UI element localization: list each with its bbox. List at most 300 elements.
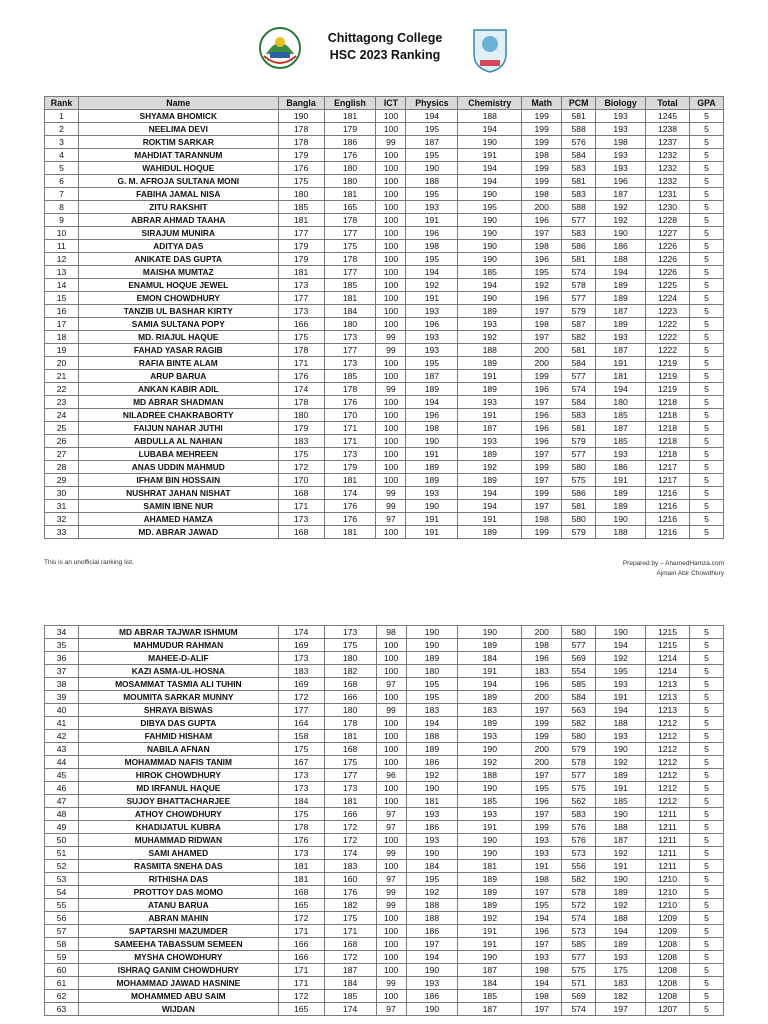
table-cell: 100 — [376, 266, 406, 279]
table-cell: 173 — [278, 305, 324, 318]
chittagong-college-logo-icon — [258, 26, 302, 70]
table-cell: 100 — [376, 756, 406, 769]
table-cell: 575 — [562, 474, 596, 487]
table-row — [45, 1003, 724, 1016]
table-cell: 10 — [45, 227, 79, 240]
table-cell: 1228 — [646, 214, 690, 227]
table-cell: 198 — [406, 240, 458, 253]
table-cell: 176 — [324, 500, 376, 513]
table-cell: 5 — [690, 652, 724, 665]
table-cell: 192 — [596, 847, 646, 860]
student-name-cell: MAHMUDUR RAHMAN — [78, 639, 278, 652]
table-cell: 188 — [406, 175, 458, 188]
table-cell: 198 — [406, 422, 458, 435]
table-cell: 164 — [278, 717, 324, 730]
table-cell: 34 — [45, 626, 79, 639]
table-cell: 99 — [376, 977, 406, 990]
table-cell: 5 — [690, 977, 724, 990]
table-cell: 172 — [324, 951, 376, 964]
table-cell: 100 — [376, 422, 406, 435]
page-header — [0, 22, 768, 80]
table-cell: 181 — [406, 795, 458, 808]
student-name-cell: KHADIJATUL KUBRA — [78, 821, 278, 834]
table-cell: 188 — [458, 344, 522, 357]
table-row — [45, 253, 724, 266]
table-cell: 193 — [406, 977, 458, 990]
table-cell: 1223 — [646, 305, 690, 318]
table-cell: 188 — [406, 899, 458, 912]
table-cell: 196 — [406, 227, 458, 240]
table-cell: 190 — [458, 227, 522, 240]
table-cell: 1237 — [646, 136, 690, 149]
table-cell: 572 — [562, 899, 596, 912]
table-cell: 177 — [278, 704, 324, 717]
table-cell: 192 — [596, 899, 646, 912]
table-cell: 5 — [689, 409, 723, 422]
student-name-cell: MOHAMMED ABU SAIM — [78, 990, 278, 1003]
table-cell: 196 — [522, 253, 562, 266]
table-cell: 573 — [562, 847, 596, 860]
table-cell: 573 — [562, 925, 596, 938]
table-cell: 193 — [458, 318, 522, 331]
table-cell: 184 — [458, 977, 522, 990]
table-cell: 569 — [562, 652, 596, 665]
table-cell: 191 — [458, 938, 522, 951]
table-cell: 181 — [596, 370, 646, 383]
table-cell: 6 — [45, 175, 79, 188]
table-cell: 28 — [45, 461, 79, 474]
table-cell: 5 — [689, 253, 723, 266]
table-row — [45, 886, 724, 899]
table-cell: 563 — [562, 704, 596, 717]
table-cell: 197 — [522, 886, 562, 899]
column-header: Rank — [45, 97, 79, 110]
table-row — [45, 951, 724, 964]
table-cell: 581 — [562, 110, 596, 123]
table-cell: 5 — [690, 678, 724, 691]
table-cell: 197 — [406, 938, 458, 951]
table-cell: 192 — [522, 279, 562, 292]
table-cell: 5 — [690, 912, 724, 925]
table-cell: 5 — [689, 214, 723, 227]
table-cell: 196 — [522, 678, 562, 691]
table-cell: 191 — [406, 214, 458, 227]
table-cell: 190 — [596, 873, 646, 886]
table-cell: 50 — [45, 834, 79, 847]
table-cell: 584 — [562, 357, 596, 370]
table-cell: 185 — [324, 370, 376, 383]
table-cell: 194 — [522, 912, 562, 925]
table-cell: 189 — [596, 938, 646, 951]
table-cell: 178 — [324, 214, 376, 227]
table-cell: 188 — [458, 110, 522, 123]
table-cell: 191 — [458, 149, 522, 162]
table-cell: 173 — [278, 769, 324, 782]
table-cell: 100 — [376, 782, 406, 795]
table-cell: 169 — [278, 678, 324, 691]
table-cell: 100 — [376, 795, 406, 808]
table-row — [45, 626, 724, 639]
table-cell: 194 — [596, 639, 646, 652]
table-cell: 177 — [324, 227, 376, 240]
table-cell: 196 — [406, 318, 458, 331]
table-cell: 194 — [458, 162, 522, 175]
table-cell: 5 — [690, 769, 724, 782]
student-name-cell: WAHIDUL HOQUE — [78, 162, 278, 175]
table-cell: 1208 — [646, 938, 690, 951]
table-cell: 576 — [562, 136, 596, 149]
table-cell: 1211 — [646, 847, 690, 860]
table-cell: 181 — [278, 873, 324, 886]
table-cell: 100 — [376, 370, 406, 383]
student-name-cell: IFHAM BIN HOSSAIN — [78, 474, 278, 487]
table-cell: 27 — [45, 448, 79, 461]
table-cell: 23 — [45, 396, 79, 409]
table-row — [45, 162, 724, 175]
table-row — [45, 500, 724, 513]
table-row — [45, 396, 724, 409]
table-cell: 194 — [596, 383, 646, 396]
table-cell: 1208 — [646, 951, 690, 964]
table-row — [45, 873, 724, 886]
table-cell: 586 — [562, 240, 596, 253]
table-cell: 198 — [522, 318, 562, 331]
table-cell: 22 — [45, 383, 79, 396]
table-cell: 189 — [458, 873, 522, 886]
table-cell: 5 — [690, 821, 724, 834]
table-cell: 176 — [278, 162, 324, 175]
student-name-cell: RASMITA SNEHA DAS — [78, 860, 278, 873]
table-cell: 189 — [596, 500, 646, 513]
table-cell: 171 — [278, 964, 324, 977]
table-cell: 168 — [324, 938, 376, 951]
table-cell: 176 — [324, 149, 376, 162]
table-cell: 182 — [324, 899, 376, 912]
table-cell: 192 — [596, 214, 646, 227]
table-cell: 190 — [406, 500, 458, 513]
table-row — [45, 422, 724, 435]
table-cell: 5 — [689, 500, 723, 513]
table-cell: 1224 — [646, 292, 690, 305]
table-row — [45, 899, 724, 912]
table-cell: 99 — [376, 383, 406, 396]
table-cell: 194 — [406, 717, 458, 730]
student-name-cell: AHAMED HAMZA — [78, 513, 278, 526]
table-cell: 5 — [689, 461, 723, 474]
student-name-cell: RAFIA BINTE ALAM — [78, 357, 278, 370]
table-cell: 198 — [522, 964, 562, 977]
table-cell: 188 — [406, 730, 458, 743]
student-name-cell: ANKAN KABIR ADIL — [78, 383, 278, 396]
table-cell: 189 — [596, 292, 646, 305]
table-cell: 193 — [596, 331, 646, 344]
table-cell: 191 — [406, 513, 458, 526]
table-cell: 100 — [376, 214, 406, 227]
student-name-cell: ABDULLA AL NAHIAN — [78, 435, 278, 448]
student-name-cell: NEELIMA DEVI — [78, 123, 278, 136]
table-cell: 173 — [278, 652, 324, 665]
student-name-cell: WIJDAN — [78, 1003, 278, 1016]
table-cell: 177 — [324, 344, 376, 357]
table-cell: 194 — [522, 977, 562, 990]
table-cell: 190 — [278, 110, 324, 123]
table-cell: 195 — [522, 899, 562, 912]
table-cell: 178 — [324, 253, 376, 266]
table-cell: 556 — [562, 860, 596, 873]
table-cell: 197 — [522, 331, 562, 344]
student-name-cell: MAISHA MUMTAZ — [78, 266, 278, 279]
student-name-cell: SIRAJUM MUNIRA — [78, 227, 278, 240]
table-cell: 172 — [278, 990, 324, 1003]
column-header: Biology — [596, 97, 646, 110]
table-cell: 187 — [596, 305, 646, 318]
table-cell: 189 — [458, 691, 522, 704]
table-cell: 1212 — [646, 769, 690, 782]
table-row — [45, 912, 724, 925]
table-cell: 200 — [522, 344, 562, 357]
table-cell: 1226 — [646, 253, 690, 266]
table-cell: 189 — [458, 448, 522, 461]
table-cell: 181 — [324, 110, 376, 123]
table-cell: 60 — [45, 964, 79, 977]
table-cell: 178 — [278, 136, 324, 149]
table-cell: 100 — [376, 227, 406, 240]
board-crest-icon — [470, 24, 510, 74]
table-cell: 189 — [596, 279, 646, 292]
table-cell: 1213 — [646, 704, 690, 717]
table-cell: 1208 — [646, 964, 690, 977]
table-cell: 195 — [406, 188, 458, 201]
student-name-cell: SAMI AHAMED — [78, 847, 278, 860]
table-cell: 171 — [278, 357, 324, 370]
student-name-cell: SAMIA SULTANA POPY — [78, 318, 278, 331]
table-cell: 100 — [376, 912, 406, 925]
table-cell: 199 — [522, 370, 562, 383]
table-cell: 175 — [278, 808, 324, 821]
table-cell: 1215 — [646, 626, 690, 639]
table-row — [45, 691, 724, 704]
table-cell: 5 — [690, 860, 724, 873]
table-cell: 25 — [45, 422, 79, 435]
table-cell: 191 — [596, 860, 646, 873]
table-cell: 5 — [690, 717, 724, 730]
table-cell: 190 — [458, 188, 522, 201]
table-cell: 190 — [458, 847, 522, 860]
table-cell: 194 — [596, 266, 646, 279]
table-cell: 199 — [522, 487, 562, 500]
student-name-cell: ISHRAQ GANIM CHOWDHURY — [78, 964, 278, 977]
table-cell: 1218 — [646, 396, 690, 409]
table-cell: 576 — [562, 834, 596, 847]
table-cell: 200 — [522, 626, 562, 639]
student-name-cell: PROTTOY DAS MOMO — [78, 886, 278, 899]
table-cell: 179 — [278, 240, 324, 253]
table-row — [45, 639, 724, 652]
student-name-cell: KAZI ASMA-UL-HOSNA — [78, 665, 278, 678]
table-cell: 176 — [278, 370, 324, 383]
student-name-cell: DIBYA DAS GUPTA — [78, 717, 278, 730]
table-cell: 196 — [522, 383, 562, 396]
table-cell: 175 — [324, 639, 376, 652]
table-cell: 193 — [596, 123, 646, 136]
table-cell: 5 — [689, 448, 723, 461]
table-cell: 5 — [690, 704, 724, 717]
table-cell: 193 — [596, 448, 646, 461]
table-row — [45, 175, 724, 188]
table-cell: 3 — [45, 136, 79, 149]
table-cell: 100 — [376, 925, 406, 938]
table-cell: 176 — [324, 886, 376, 899]
table-cell: 1210 — [646, 886, 690, 899]
table-cell: 583 — [562, 162, 596, 175]
table-cell: 62 — [45, 990, 79, 1003]
table-cell: 97 — [376, 821, 406, 834]
table-cell: 100 — [376, 652, 406, 665]
table-cell: 5 — [689, 279, 723, 292]
table-cell: 189 — [458, 383, 522, 396]
table-cell: 189 — [458, 357, 522, 370]
table-cell: 199 — [522, 526, 562, 539]
table-cell: 99 — [376, 487, 406, 500]
table-cell: 173 — [278, 279, 324, 292]
table-cell: 193 — [522, 847, 562, 860]
table-cell: 175 — [324, 756, 376, 769]
table-cell: 181 — [324, 188, 376, 201]
table-cell: 185 — [324, 279, 376, 292]
table-cell: 181 — [324, 730, 376, 743]
table-cell: 195 — [406, 691, 458, 704]
table-cell: 100 — [376, 938, 406, 951]
table-cell: 197 — [596, 1003, 646, 1016]
table-cell: 1216 — [646, 526, 690, 539]
table-cell: 98 — [376, 626, 406, 639]
table-cell: 581 — [562, 175, 596, 188]
table-cell: 173 — [324, 782, 376, 795]
table-cell: 165 — [278, 1003, 324, 1016]
table-row — [45, 292, 724, 305]
table-cell: 194 — [458, 279, 522, 292]
table-cell: 188 — [596, 526, 646, 539]
table-cell: 195 — [406, 123, 458, 136]
table-cell: 165 — [278, 899, 324, 912]
table-cell: 1212 — [646, 730, 690, 743]
table-cell: 580 — [562, 626, 596, 639]
student-name-cell: MOUMITA SARKAR MUNNY — [78, 691, 278, 704]
table-cell: 100 — [376, 292, 406, 305]
student-name-cell: ADITYA DAS — [78, 240, 278, 253]
student-name-cell: MAHDIAT TARANNUM — [78, 149, 278, 162]
table-cell: 55 — [45, 899, 79, 912]
table-cell: 183 — [324, 860, 376, 873]
table-cell: 1217 — [646, 461, 690, 474]
table-cell: 195 — [522, 266, 562, 279]
table-cell: 197 — [522, 500, 562, 513]
table-cell: 185 — [596, 795, 646, 808]
table-row — [45, 474, 724, 487]
column-header: PCM — [562, 97, 596, 110]
table-cell: 186 — [406, 756, 458, 769]
table-cell: 196 — [522, 435, 562, 448]
table-cell: 5 — [690, 834, 724, 847]
table-cell: 184 — [324, 977, 376, 990]
table-cell: 7 — [45, 188, 79, 201]
table-cell: 174 — [324, 1003, 376, 1016]
table-cell: 100 — [376, 409, 406, 422]
table-cell: 192 — [458, 756, 522, 769]
table-cell: 26 — [45, 435, 79, 448]
table-cell: 192 — [458, 331, 522, 344]
table-cell: 100 — [376, 730, 406, 743]
table-row — [45, 834, 724, 847]
table-cell: 5 — [689, 188, 723, 201]
table-row — [45, 461, 724, 474]
table-cell: 189 — [458, 305, 522, 318]
table-cell: 196 — [522, 292, 562, 305]
table-cell: 177 — [278, 292, 324, 305]
table-cell: 198 — [522, 639, 562, 652]
table-cell: 158 — [278, 730, 324, 743]
table-cell: 199 — [522, 136, 562, 149]
table-cell: 193 — [458, 730, 522, 743]
table-row — [45, 383, 724, 396]
table-cell: 1215 — [646, 639, 690, 652]
table-cell: 200 — [522, 357, 562, 370]
table-cell: 577 — [562, 448, 596, 461]
table-cell: 187 — [596, 834, 646, 847]
table-cell: 196 — [522, 422, 562, 435]
student-name-cell: MAHEE-D-ALIF — [78, 652, 278, 665]
table-cell: 182 — [596, 990, 646, 1003]
table-cell: 186 — [406, 925, 458, 938]
table-cell: 199 — [522, 175, 562, 188]
ranking-subtitle: HSC 2023 Ranking — [329, 48, 441, 62]
table-row — [45, 938, 724, 951]
table-cell: 5 — [689, 201, 723, 214]
table-cell: 190 — [458, 951, 522, 964]
table-cell: 181 — [278, 214, 324, 227]
table-cell: 196 — [522, 214, 562, 227]
table-cell: 197 — [522, 396, 562, 409]
table-cell: 5 — [689, 175, 723, 188]
table-cell: 199 — [522, 162, 562, 175]
table-cell: 100 — [376, 743, 406, 756]
table-cell: 190 — [458, 240, 522, 253]
table-cell: 160 — [324, 873, 376, 886]
table-cell: 4 — [45, 149, 79, 162]
table-cell: 21 — [45, 370, 79, 383]
student-name-cell: ZITU RAKSHIT — [78, 201, 278, 214]
table-cell: 195 — [406, 873, 458, 886]
student-name-cell: NILADREE CHAKRABORTY — [78, 409, 278, 422]
table-cell: 97 — [376, 873, 406, 886]
table-cell: 24 — [45, 409, 79, 422]
table-cell: 191 — [458, 409, 522, 422]
table-cell: 178 — [278, 821, 324, 834]
table-cell: 192 — [596, 201, 646, 214]
table-cell: 585 — [562, 678, 596, 691]
table-cell: 12 — [45, 253, 79, 266]
table-cell: 577 — [562, 769, 596, 782]
table-cell: 36 — [45, 652, 79, 665]
table-cell: 189 — [406, 474, 458, 487]
college-title: Chittagong College — [327, 31, 443, 45]
table-row — [45, 266, 724, 279]
table-cell: 5 — [690, 1003, 724, 1016]
table-cell: 196 — [522, 925, 562, 938]
table-cell: 166 — [324, 691, 376, 704]
prepared-by: Prepared by – AhamedHamza.com — [622, 560, 724, 567]
student-name-cell: SAMIN IBNE NUR — [78, 500, 278, 513]
